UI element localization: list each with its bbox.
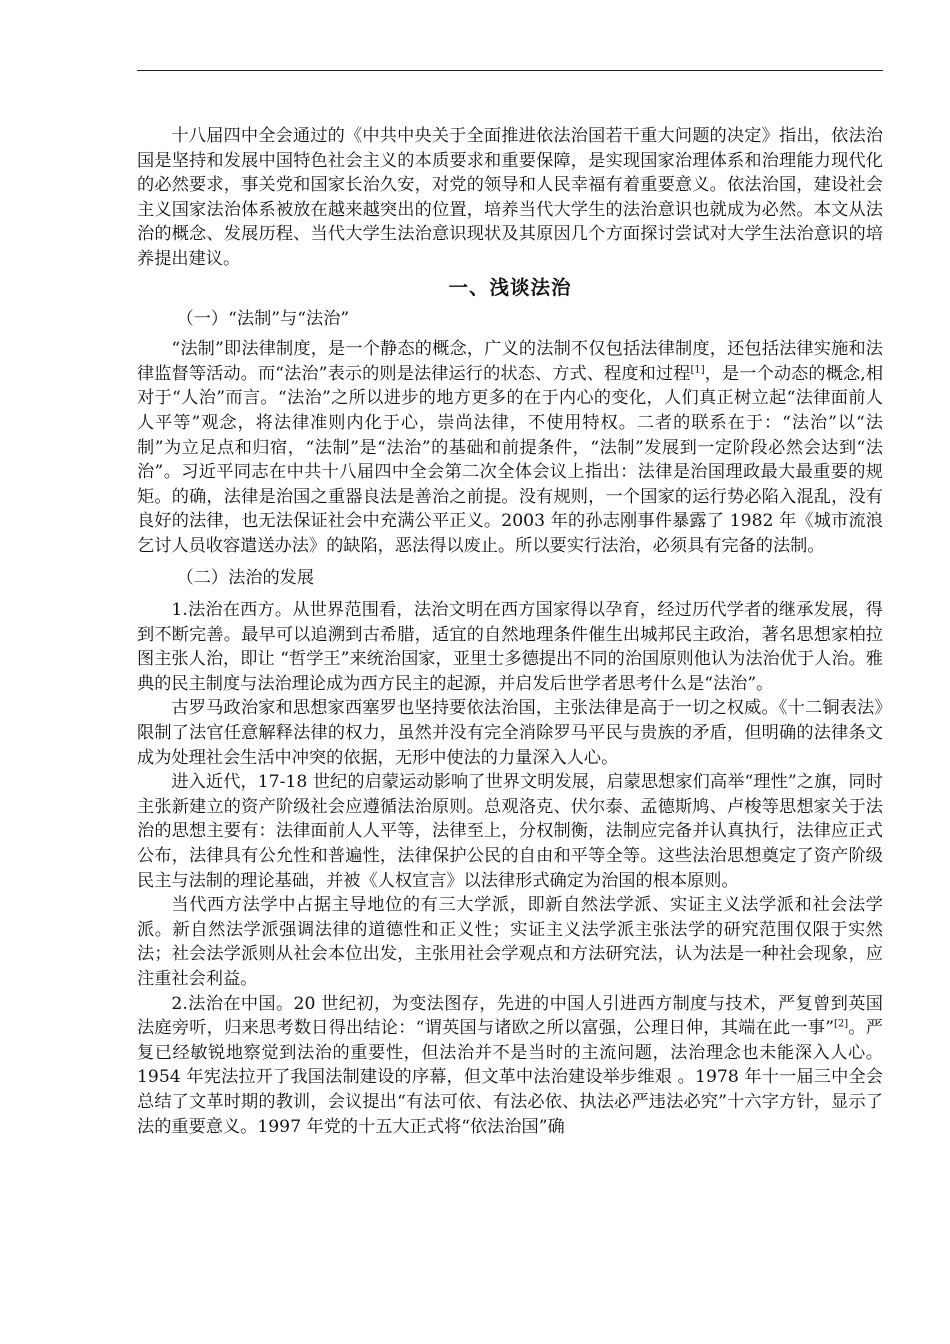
paragraph-schools: 当代西方法学中占据主导地位的有三大学派，即新自然法学派、实证主义法学派和社会法学派。新自然法学派强调法律的道德性和正义性；实证主义法学派主张法学的研究范围仅限于实然法；社会法学派则从社会本位出发，主张用社会学观点和方法研究法，认为法是一种社会现象，应注重社会利益。 — [137, 895, 883, 989]
citation-ref-1: [1] — [690, 364, 705, 376]
paragraph-text: “法制”即法律制度，是一个静态的概念，广义的法制不仅包括法律制度，还包括法律实施和法律监督等活动。而“法治”表示的则是法律运行的状态、方式、程度和过程 — [137, 339, 883, 384]
paragraph-rule-of-law — [137, 337, 883, 558]
subsection-heading-1: （一）“法制”与“法治” — [176, 308, 350, 329]
subsection-heading-2: （二）法治的发展 — [176, 567, 315, 588]
paragraph-text: ，是一个动态的概念,相对于“人治”而言。“法治”之所以进步的地方更多的在于内心的变化，人们真正树立起“法律面前人人平等”观念，将法律准则内化于心，崇尚法律，不使用特权。二者的联系在于：“法治”以“法制”为立足点和归宿，“法制”是“法治”的基础和前提条件，“法制”发展到一定阶段必然会达到“法治”。习近平同志在中共十八届四中全会第二次全体会议上指出：法律是治国理政最大最重要的规矩。的确，法律是治国之重器良法是善治之前提。没有规则，一个国家的运行势必陷入混乱，没有良好的法律，也无法保证社会中充满公平正义。2003 年的孙志刚事件暴露了 1982 年《城市流浪乞讨人员收容遣送办法》的缺陷，恶法得以废止。所以要实行法治，必须具有完备的法制。 — [137, 363, 884, 556]
section-heading: 一、浅谈法治 — [448, 275, 572, 299]
document-body — [137, 124, 883, 1139]
paragraph-china — [137, 992, 883, 1140]
paragraph-west: 1.法治在西方。从世界范围看，法治文明在西方国家得以孕育，经过历代学者的继承发展，得到不断完善。最早可以追溯到古希腊，适宜的自然地理条件催生出城邦民主政治，著名思想家柏拉图主张人治，即让 “哲学王”来统治国家，亚里士多德提出不同的治国原则他认为法治优于人治。雅典的民主制度与法治理论成为西方民主的起源，并启发后世学者思考什么是“法治”。 — [137, 600, 883, 694]
intro-paragraph: 十八届四中全会通过的《中共中央关于全面推进依法治国若干重大问题的决定》指出，依法治国是坚持和发展中国特色社会主义的本质要求和重要保障，是实现国家治理体系和治理能力现代化的必然要求，事关党和国家长治久安，对党的领导和人民幸福有着重要意义。依法治国，建设社会主义国家法治体系被放在越来越突出的位置，培养当代大学生的法治意识也就成为必然。本文从法治的概念、发展历程、当代大学生法治意识现状及其原因几个方面探讨尝试对大学生法治意识的培养提出建议。 — [137, 126, 883, 269]
paragraph-text: 2.法治在中国。20 世纪初，为变法图存，先进的中国人引进西方制度与技术，严复曾到英国法庭旁听，归来思考数日得出结论：“谓英国与诸欧之所以富强，公理日伸，其端在此一事” — [137, 993, 883, 1039]
header-rule — [137, 70, 883, 71]
paragraph-rome: 古罗马政治家和思想家西塞罗也坚持要依法治国，主张法律是高于一切之权威。《十二铜表法》限制了法官任意解释法律的权力，虽然并没有完全消除罗马平民与贵族的矛盾，但明确的法律条文成为处理社会生活中冲突的依据，无形中使法的力量深入人心。 — [137, 698, 883, 768]
citation-ref-2: [2] — [833, 1018, 849, 1030]
paragraph-text: 。严复已经敏锐地察觉到法治的重要性，但法治并不是当时的主流问题，法治理念也未能深入人心。1954 年宪法拉开了我国法制建设的序幕，但文革中法治建设举步维艰 。1978 年十一届三中全会总结了文革时期的教训，会议提出“有法可依、有法必依、执法必严违法必究”十六字方针，显示了法的重要意义。1997 年党的十五大正式将“依法治国”确 — [137, 1018, 883, 1137]
paragraph-enlightenment: 进入近代，17-18 世纪的启蒙运动影响了世界文明发展，启蒙思想家们高举“理性”之旗，同时主张新建立的资产阶级社会应遵循法治原则。总观洛克、伏尔泰、孟德斯鸠、卢梭等思想家关于法治的思想主要有：法律面前人人平等，法律至上，分权制衡，法制应完备并认真执行，法律应正式公布，法律具有公允性和普遍性，法律保护公民的自由和平等全等。这些法治思想奠定了资产阶级民主与法制的理论基础，并被《人权宣言》以法律形式确定为治国的根本原则。 — [137, 772, 883, 891]
